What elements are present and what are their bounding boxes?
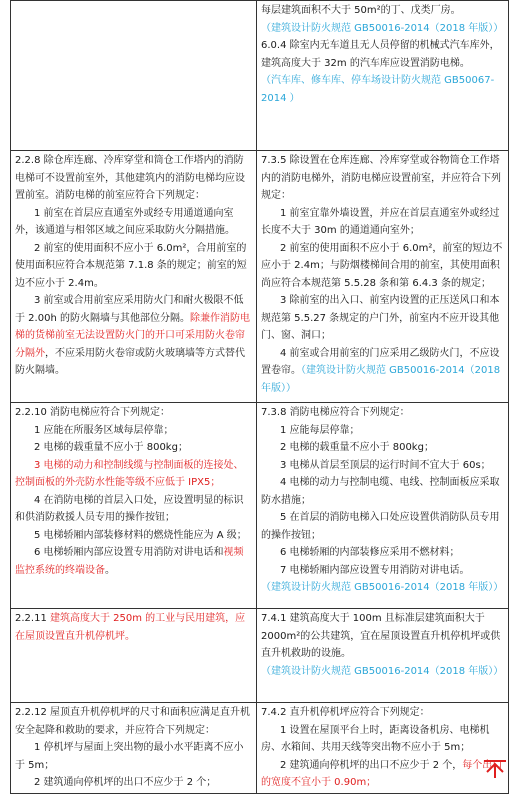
table-row bbox=[11, 1, 509, 151]
clause-text: 2 前室的使用面积不应小于 6.0m²，前室的短边不应小于 2.4m；与防烟楼梯间合用的前室，其使用面积尚应符合本规范第 5.5.28 条和第 6.4.3 条的规定； bbox=[261, 242, 503, 289]
paragraph bbox=[261, 422, 504, 440]
highlighted-text: 每个出口的宽度不宜小于 0.90m； bbox=[261, 759, 503, 788]
clause-text: 7.3.5 除设置在仓库连廊、冷库穿堂或谷物筒仓工作塔内的消防电梯外，消防电梯应设置前室，并应符合下列规定： bbox=[261, 155, 501, 201]
paragraph bbox=[261, 37, 504, 72]
highlighted-text: 视频监控系统的终端设备 bbox=[15, 547, 244, 576]
paragraph bbox=[261, 544, 504, 562]
paragraph bbox=[15, 439, 252, 457]
clause-text: 6 电梯轿厢的内部装修应采用不燃材料； bbox=[280, 547, 460, 558]
clause-text: 1 前室宜靠外墙设置，并应在首层直通室外或经过长度不大于 30m 的通道通向室外； bbox=[261, 207, 500, 236]
paragraph bbox=[261, 292, 504, 345]
clause-text: 5 在首层的消防电梯入口处应设置供消防队员专用的操作按钮； bbox=[261, 512, 500, 541]
paragraph bbox=[15, 152, 252, 205]
paragraph bbox=[15, 404, 252, 422]
clause-text: 6 电梯轿厢内部应设置专用消防对讲电话和 bbox=[34, 547, 224, 558]
paragraph bbox=[261, 2, 504, 20]
table-row bbox=[11, 703, 509, 794]
clause-text: 。 bbox=[105, 564, 115, 576]
paragraph bbox=[15, 205, 252, 240]
paragraph bbox=[15, 492, 252, 527]
clause-text: 4 在消防电梯的首层入口处，应设置明显的标识和供消防救援人员专用的操作按钮； bbox=[15, 494, 244, 523]
left-cell bbox=[11, 1, 257, 151]
paragraph bbox=[261, 404, 504, 422]
clause-text: 2 建筑通向停机坪的出口不应少于 2 个； bbox=[34, 777, 217, 788]
paragraph bbox=[15, 527, 252, 545]
highlighted-text: 3 电梯的动力和控制线缆与控制面板的连接处、控制面板的外壳防水性能等级不应低于 IPX5； bbox=[15, 459, 244, 488]
paragraph bbox=[15, 704, 252, 739]
clause-text: 1 设置在屋顶平台上时，距离设备机房、电梯机房、水箱间、共用天线等突出物不应小于 5m； bbox=[261, 724, 490, 753]
left-cell bbox=[11, 403, 257, 609]
table-row bbox=[11, 609, 509, 703]
paragraph bbox=[15, 422, 252, 440]
clause-text: 1 前室在首层应直通室外或经专用通道通向室外，该通道与相邻区域之间应采取防火分隔措施。 bbox=[15, 207, 235, 236]
clause-text: 2.2.12 屋顶直升机停机坪的尺寸和面积应满足直升机安全起降和救助的要求，并应符合下列规定： bbox=[15, 707, 250, 736]
clause-text: 4 电梯的动力与控制电缆、电线、控制面板应采取防水措施； bbox=[261, 477, 500, 506]
table-row bbox=[11, 151, 509, 403]
source-citation: （建筑设计防火规范 GB50016-2014（2018 年版）） bbox=[261, 22, 504, 34]
clause-text: 3 前室或合用前室应采用防火门和耐火极限不低于 2.00h 的防火隔墙与其他部位分隔。 bbox=[15, 295, 244, 324]
paragraph bbox=[261, 439, 504, 457]
paragraph bbox=[261, 20, 504, 38]
paragraph bbox=[261, 152, 504, 205]
left-cell bbox=[11, 609, 257, 703]
clause-text: 1 应能在所服务区域每层停靠； bbox=[34, 424, 174, 436]
clause-text: 5 电梯轿厢内部装修材料的燃烧性能应为 A 级； bbox=[34, 529, 247, 541]
paragraph bbox=[261, 72, 504, 107]
source-citation: （建筑设计防火规范 GB50016-2014（2018 年版）） bbox=[261, 582, 504, 593]
paragraph bbox=[261, 562, 504, 580]
clause-text: 2 前室的使用面积不应小于 6.0m²，合用前室的使用面积应符合本规范第 7.1.8 条的规定；前室的短边不应小于 2.4m。 bbox=[15, 242, 247, 289]
clause-text: 每层建筑面积不大于 50m²的丁、戊类厂房。 bbox=[261, 5, 461, 16]
paragraph bbox=[15, 544, 252, 579]
source-citation: （汽车库、修车库、停车场设计防火规范 GB50067-2014 ） bbox=[261, 75, 495, 104]
paragraph bbox=[261, 579, 504, 597]
clause-text: 7 电梯轿厢内部应设置专用消防对讲电话。 bbox=[280, 564, 470, 576]
paragraph bbox=[261, 722, 504, 757]
right-cell bbox=[257, 151, 509, 403]
right-cell bbox=[257, 403, 509, 609]
table-row bbox=[11, 403, 509, 609]
left-cell bbox=[11, 151, 257, 403]
clause-text: 2.2.10 消防电梯应符合下列规定： bbox=[15, 407, 170, 418]
clause-text: 2.2.11 bbox=[15, 613, 50, 624]
paragraph bbox=[261, 757, 504, 792]
paragraph bbox=[261, 345, 504, 398]
paragraph bbox=[261, 205, 504, 240]
paragraph bbox=[15, 240, 252, 293]
paragraph bbox=[15, 292, 252, 380]
right-cell bbox=[257, 703, 509, 794]
highlighted-text: 建筑高度大于 250m 的工业与民用建筑，应在屋顶设置直升机停机坪。 bbox=[15, 613, 246, 642]
paragraph bbox=[15, 610, 252, 645]
source-citation: （建筑设计防火规范 GB50016-2014（2018 年版）） bbox=[261, 365, 501, 394]
clause-text: 3 电梯从首层至顶层的运行时间不宜大于 60s； bbox=[280, 459, 491, 471]
paragraph bbox=[15, 774, 252, 792]
clause-text: 3 除前室的出入口、前室内设置的正压送风口和本规范第 5.5.27 条规定的户门外，前室内不应开设其他门、窗、洞口； bbox=[261, 295, 500, 341]
paragraph bbox=[261, 704, 504, 722]
clause-text: 2.2.8 除仓库连廊、冷库穿堂和筒仓工作塔内的消防电梯可不设置前室外，其他建筑内的消防电梯均应设置前室。消防电梯的前室应符合下列规定： bbox=[15, 155, 245, 201]
clause-text: 6.0.4 除室内无车道且无人员停留的机械式汽车库外，建筑高度大于 32m 的汽车库应设置消防电梯。 bbox=[261, 40, 500, 69]
clause-text: 7.4.2 直升机停机坪应符合下列规定： bbox=[261, 707, 430, 718]
highlighted-text: 除兼作消防电梯的货梯前室无法设置防火门的开口可采用防火卷帘分隔外 bbox=[15, 312, 250, 359]
comparison-table bbox=[10, 0, 509, 794]
source-citation: （建筑设计防火规范 GB50016-2014（2018 年版）） bbox=[261, 665, 504, 677]
paragraph bbox=[261, 509, 504, 544]
clause-text: 7.4.1 建筑高度大于 100m 且标准层建筑面积大于 2000m²的公共建筑，宜在屋顶设置直升机停机坪或供直升机救助的设施。 bbox=[261, 613, 501, 659]
paragraph bbox=[15, 739, 252, 774]
clause-text: 2 电梯的载重量不应小于 800kg； bbox=[280, 442, 434, 453]
clause-text: 7.3.8 消防电梯应符合下列规定： bbox=[261, 407, 410, 418]
clause-text: 4 前室或合用前室的门应采用乙级防火门，不应设置卷帘。 bbox=[261, 347, 500, 376]
right-cell bbox=[257, 1, 509, 151]
paragraph bbox=[261, 240, 504, 293]
paragraph bbox=[261, 457, 504, 475]
paragraph bbox=[261, 610, 504, 663]
clause-text: ，不应采用防火卷帘或防火玻璃墙等方式替代防火隔墙。 bbox=[15, 347, 245, 376]
clause-text: 1 应能每层停靠； bbox=[280, 424, 360, 436]
paragraph bbox=[261, 474, 504, 509]
clause-text: 2 电梯的载重量不应小于 800kg； bbox=[34, 442, 188, 453]
left-cell bbox=[11, 703, 257, 794]
right-cell bbox=[257, 609, 509, 703]
clause-text: 1 停机坪与屋面上突出物的最小水平距离不应小于 5m； bbox=[15, 742, 244, 771]
clause-text: 2 建筑通向停机坪的出口不应少于 2 个， bbox=[280, 759, 463, 771]
paragraph bbox=[261, 663, 504, 681]
back-to-top-icon[interactable] bbox=[481, 758, 509, 780]
paragraph bbox=[15, 457, 252, 492]
